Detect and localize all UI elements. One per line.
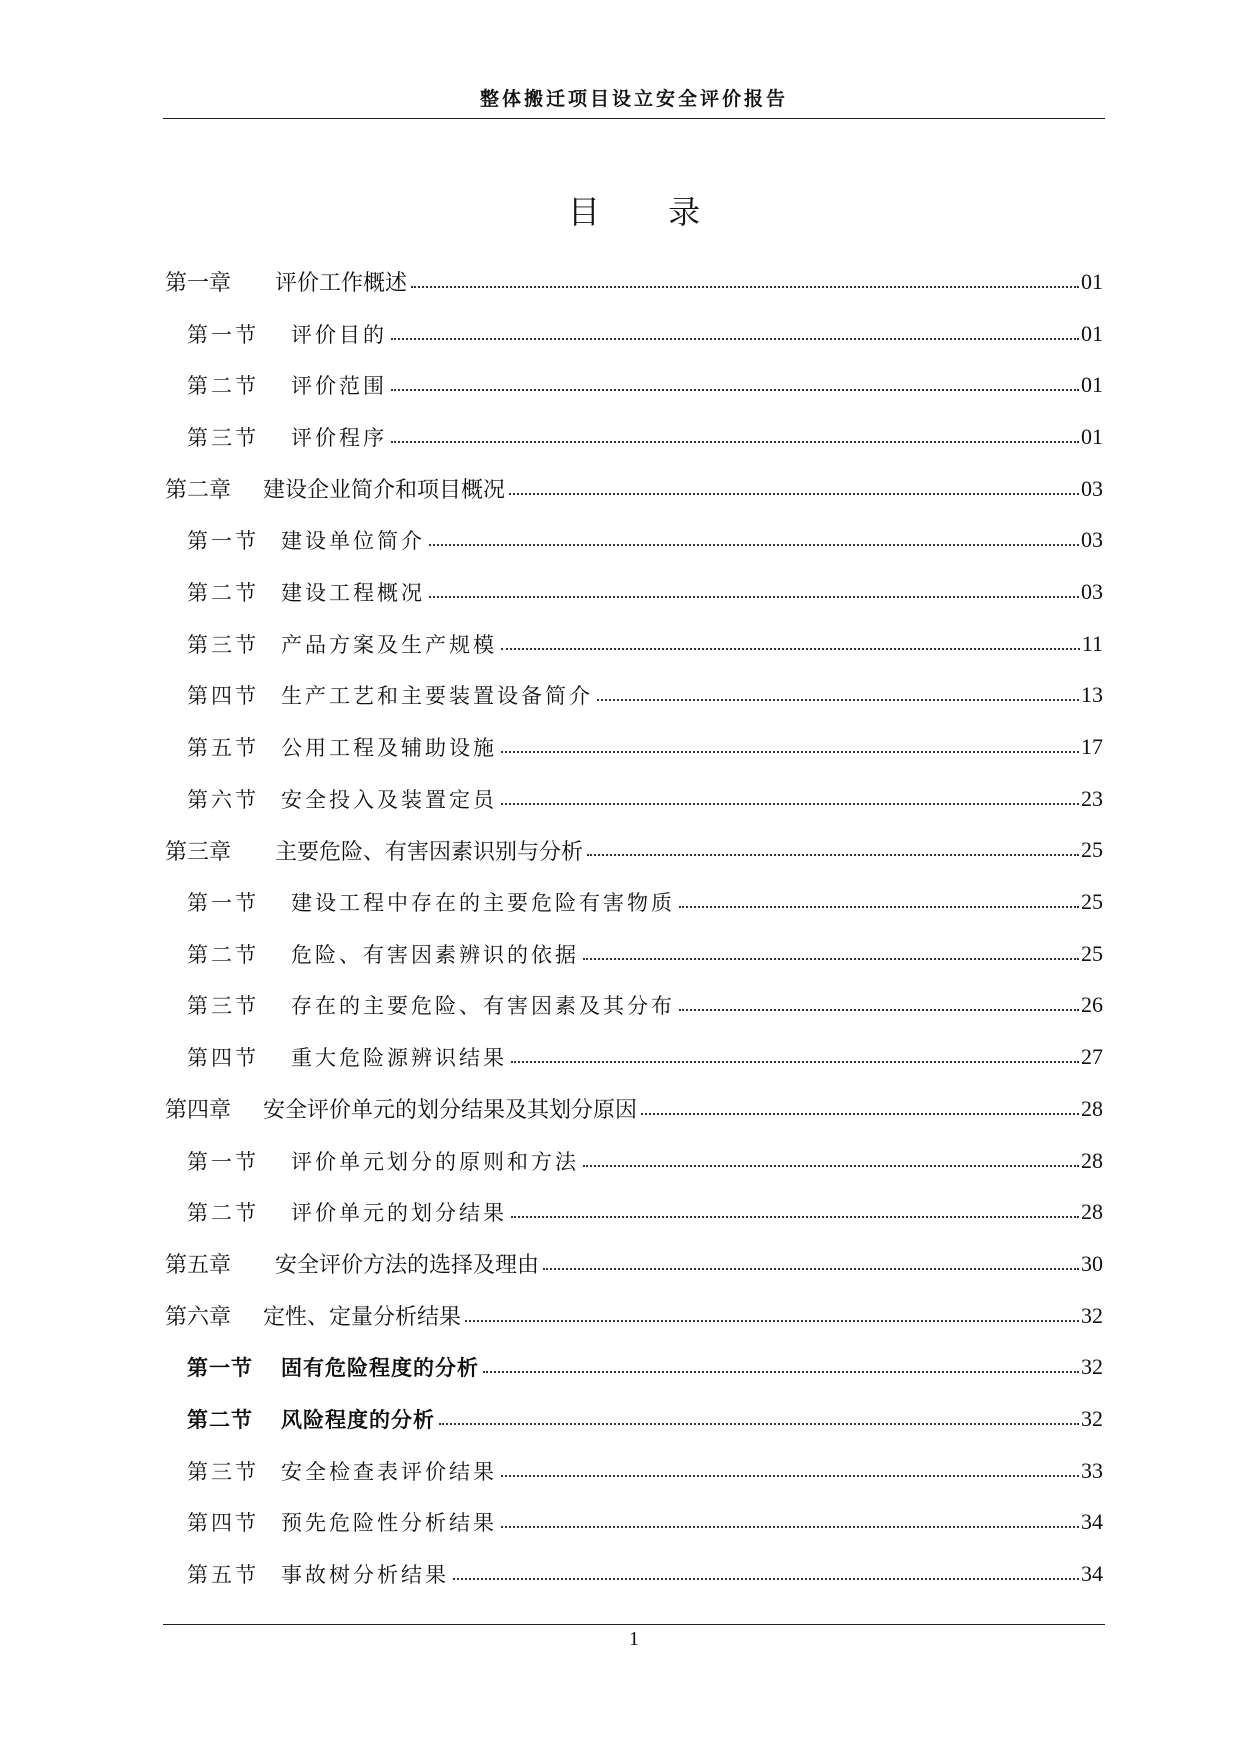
table-of-contents [165, 256, 1103, 1600]
toc-entry-title: 生产工艺和主要装置设备简介 [281, 684, 593, 709]
dot-leader [411, 286, 1079, 288]
toc-section-2-5[interactable] [165, 721, 1103, 773]
toc-number: 第一节 [187, 1355, 253, 1381]
dot-leader [501, 648, 1080, 650]
toc-page-number: 26 [1081, 992, 1103, 1018]
toc-number: 第四节 [187, 1511, 259, 1536]
toc-number: 第一节 [187, 322, 259, 347]
toc-number: 第一章 [165, 271, 232, 297]
dot-leader [465, 1320, 1079, 1322]
toc-number: 第一节 [187, 891, 259, 916]
toc-number: 第六节 [187, 787, 259, 812]
toc-title: 目 录 [567, 193, 701, 231]
toc-number: 第二节 [187, 580, 259, 605]
toc-number: 第二节 [187, 942, 259, 967]
toc-number: 第三章 [165, 839, 232, 865]
toc-entry-title: 危险、有害因素辨识的依据 [291, 942, 579, 967]
toc-section-3-4[interactable] [165, 1031, 1103, 1083]
toc-entry-title: 重大危险源辨识结果 [291, 1046, 507, 1071]
dot-leader [679, 906, 1079, 908]
toc-number: 第二节 [187, 1406, 253, 1432]
toc-entry-title: 风险程度的分析 [281, 1406, 435, 1432]
dot-leader [453, 1578, 1079, 1580]
toc-entry-title: 安全评价方法的选择及理由 [275, 1253, 540, 1279]
toc-page-number: 25 [1081, 889, 1103, 915]
toc-entry-title: 评价单元划分的原则和方法 [291, 1149, 579, 1174]
toc-page-number: 13 [1081, 682, 1103, 708]
toc-number: 第五节 [187, 736, 259, 761]
dot-leader [429, 596, 1079, 598]
toc-page-number: 01 [1081, 372, 1103, 398]
toc-entry-title: 安全检查表评价结果 [281, 1459, 497, 1484]
toc-entry-title: 评价程序 [291, 425, 387, 450]
dot-leader [583, 1165, 1079, 1167]
toc-page-number: 28 [1081, 1147, 1103, 1173]
toc-chapter-6[interactable] [165, 1290, 1103, 1342]
toc-entry-title: 建设工程中存在的主要危险有害物质 [291, 891, 675, 916]
toc-page-number: 27 [1081, 1044, 1103, 1070]
toc-number: 第二节 [187, 374, 259, 399]
toc-number: 第三节 [187, 425, 259, 450]
toc-entry-title: 产品方案及生产规模 [281, 632, 497, 657]
toc-page-number: 30 [1081, 1250, 1103, 1276]
toc-page-number: 01 [1081, 320, 1103, 346]
header-rule [163, 118, 1105, 119]
dot-leader [501, 751, 1079, 753]
toc-page-number: 28 [1081, 1095, 1103, 1121]
toc-section-6-2[interactable] [165, 1393, 1103, 1445]
dot-leader [501, 1526, 1079, 1528]
toc-entry-title: 主要危险、有害因素识别与分析 [275, 839, 584, 865]
running-header: 整体搬迁项目设立安全评价报告 [479, 88, 788, 110]
toc-page-number: 25 [1081, 837, 1103, 863]
toc-section-4-1[interactable] [165, 1135, 1103, 1187]
toc-chapter-1[interactable] [165, 256, 1103, 308]
toc-number: 第一节 [187, 1149, 259, 1174]
toc-number: 第三节 [187, 632, 259, 657]
toc-entry-title: 评价目的 [291, 322, 387, 347]
toc-number: 第四节 [187, 684, 259, 709]
toc-number: 第五节 [187, 1563, 259, 1588]
toc-entry-title: 存在的主要危险、有害因素及其分布 [291, 994, 675, 1019]
dot-leader [511, 1216, 1079, 1218]
toc-number: 第四节 [187, 1046, 259, 1071]
toc-section-2-1[interactable] [165, 514, 1103, 566]
toc-entry-title: 评价范围 [291, 374, 387, 399]
toc-entry-title: 安全投入及装置定员 [281, 787, 497, 812]
toc-chapter-2[interactable] [165, 463, 1103, 515]
dot-leader [391, 338, 1079, 340]
toc-section-1-3[interactable] [165, 411, 1103, 463]
page-number: 1 [629, 1628, 639, 1650]
toc-page-number: 23 [1081, 785, 1103, 811]
toc-section-6-4[interactable] [165, 1497, 1103, 1549]
dot-leader [391, 389, 1079, 391]
toc-number: 第六章 [165, 1305, 232, 1331]
toc-entry-title: 建设工程概况 [281, 580, 425, 605]
dot-leader [429, 544, 1079, 546]
toc-entry-title: 评价单元的划分结果 [291, 1201, 507, 1226]
toc-entry-title: 事故树分析结果 [281, 1563, 449, 1588]
toc-section-1-2[interactable] [165, 359, 1103, 411]
dot-leader [483, 1371, 1079, 1373]
toc-page-number: 11 [1081, 630, 1103, 656]
dot-leader [501, 1475, 1079, 1477]
toc-entry-title: 预先危险性分析结果 [281, 1511, 497, 1536]
toc-section-2-4[interactable] [165, 670, 1103, 722]
toc-number: 第五章 [165, 1253, 232, 1279]
dot-leader [509, 493, 1079, 495]
toc-page-number: 01 [1081, 268, 1103, 294]
toc-entry-title: 固有危险程度的分析 [281, 1355, 479, 1381]
dot-leader [583, 958, 1079, 960]
toc-section-6-5[interactable] [165, 1548, 1103, 1600]
toc-page-number: 03 [1081, 578, 1103, 604]
toc-chapter-4[interactable] [165, 1083, 1103, 1135]
toc-page-number: 17 [1081, 734, 1103, 760]
toc-page-number: 32 [1081, 1405, 1103, 1431]
toc-entry-title: 公用工程及辅助设施 [281, 736, 497, 761]
dot-leader [543, 1268, 1079, 1270]
toc-chapter-3[interactable] [165, 825, 1103, 877]
dot-leader [439, 1423, 1079, 1425]
toc-section-3-3[interactable] [165, 980, 1103, 1032]
toc-number: 第四章 [165, 1098, 232, 1124]
toc-section-3-2[interactable] [165, 928, 1103, 980]
toc-number: 第二章 [165, 478, 232, 504]
toc-section-2-6[interactable] [165, 773, 1103, 825]
dot-leader [641, 1113, 1079, 1115]
toc-section-3-1[interactable] [165, 876, 1103, 928]
toc-page-number: 25 [1081, 940, 1103, 966]
toc-chapter-5[interactable] [165, 1238, 1103, 1290]
toc-entry-title: 评价工作概述 [275, 271, 408, 297]
toc-entry-title: 建设企业简介和项目概况 [263, 478, 506, 504]
toc-page-number: 03 [1081, 475, 1103, 501]
toc-entry-title: 建设单位简介 [281, 529, 425, 554]
footer-rule [163, 1624, 1105, 1625]
dot-leader [511, 1061, 1079, 1063]
toc-page-number: 32 [1081, 1354, 1103, 1380]
toc-section-2-3[interactable] [165, 618, 1103, 670]
toc-number: 第一节 [187, 529, 259, 554]
dot-leader [679, 1009, 1079, 1011]
toc-page-number: 01 [1081, 423, 1103, 449]
toc-section-6-3[interactable] [165, 1445, 1103, 1497]
toc-number: 第三节 [187, 1459, 259, 1484]
toc-entry-title: 定性、定量分析结果 [263, 1305, 462, 1331]
toc-page-number: 03 [1081, 527, 1103, 553]
dot-leader [597, 699, 1079, 701]
dot-leader [391, 441, 1079, 443]
toc-page-number: 33 [1081, 1457, 1103, 1483]
dot-leader [587, 854, 1079, 856]
toc-entry-title: 安全评价单元的划分结果及其划分原因 [263, 1098, 638, 1124]
toc-section-6-1[interactable] [165, 1341, 1103, 1393]
toc-page-number: 32 [1081, 1302, 1103, 1328]
toc-page-number: 34 [1081, 1561, 1103, 1587]
toc-number: 第二节 [187, 1201, 259, 1226]
toc-section-1-1[interactable] [165, 308, 1103, 360]
dot-leader [501, 803, 1079, 805]
toc-section-4-2[interactable] [165, 1186, 1103, 1238]
toc-page-number: 28 [1081, 1199, 1103, 1225]
toc-section-2-2[interactable] [165, 566, 1103, 618]
toc-page-number: 34 [1081, 1509, 1103, 1535]
toc-number: 第三节 [187, 994, 259, 1019]
